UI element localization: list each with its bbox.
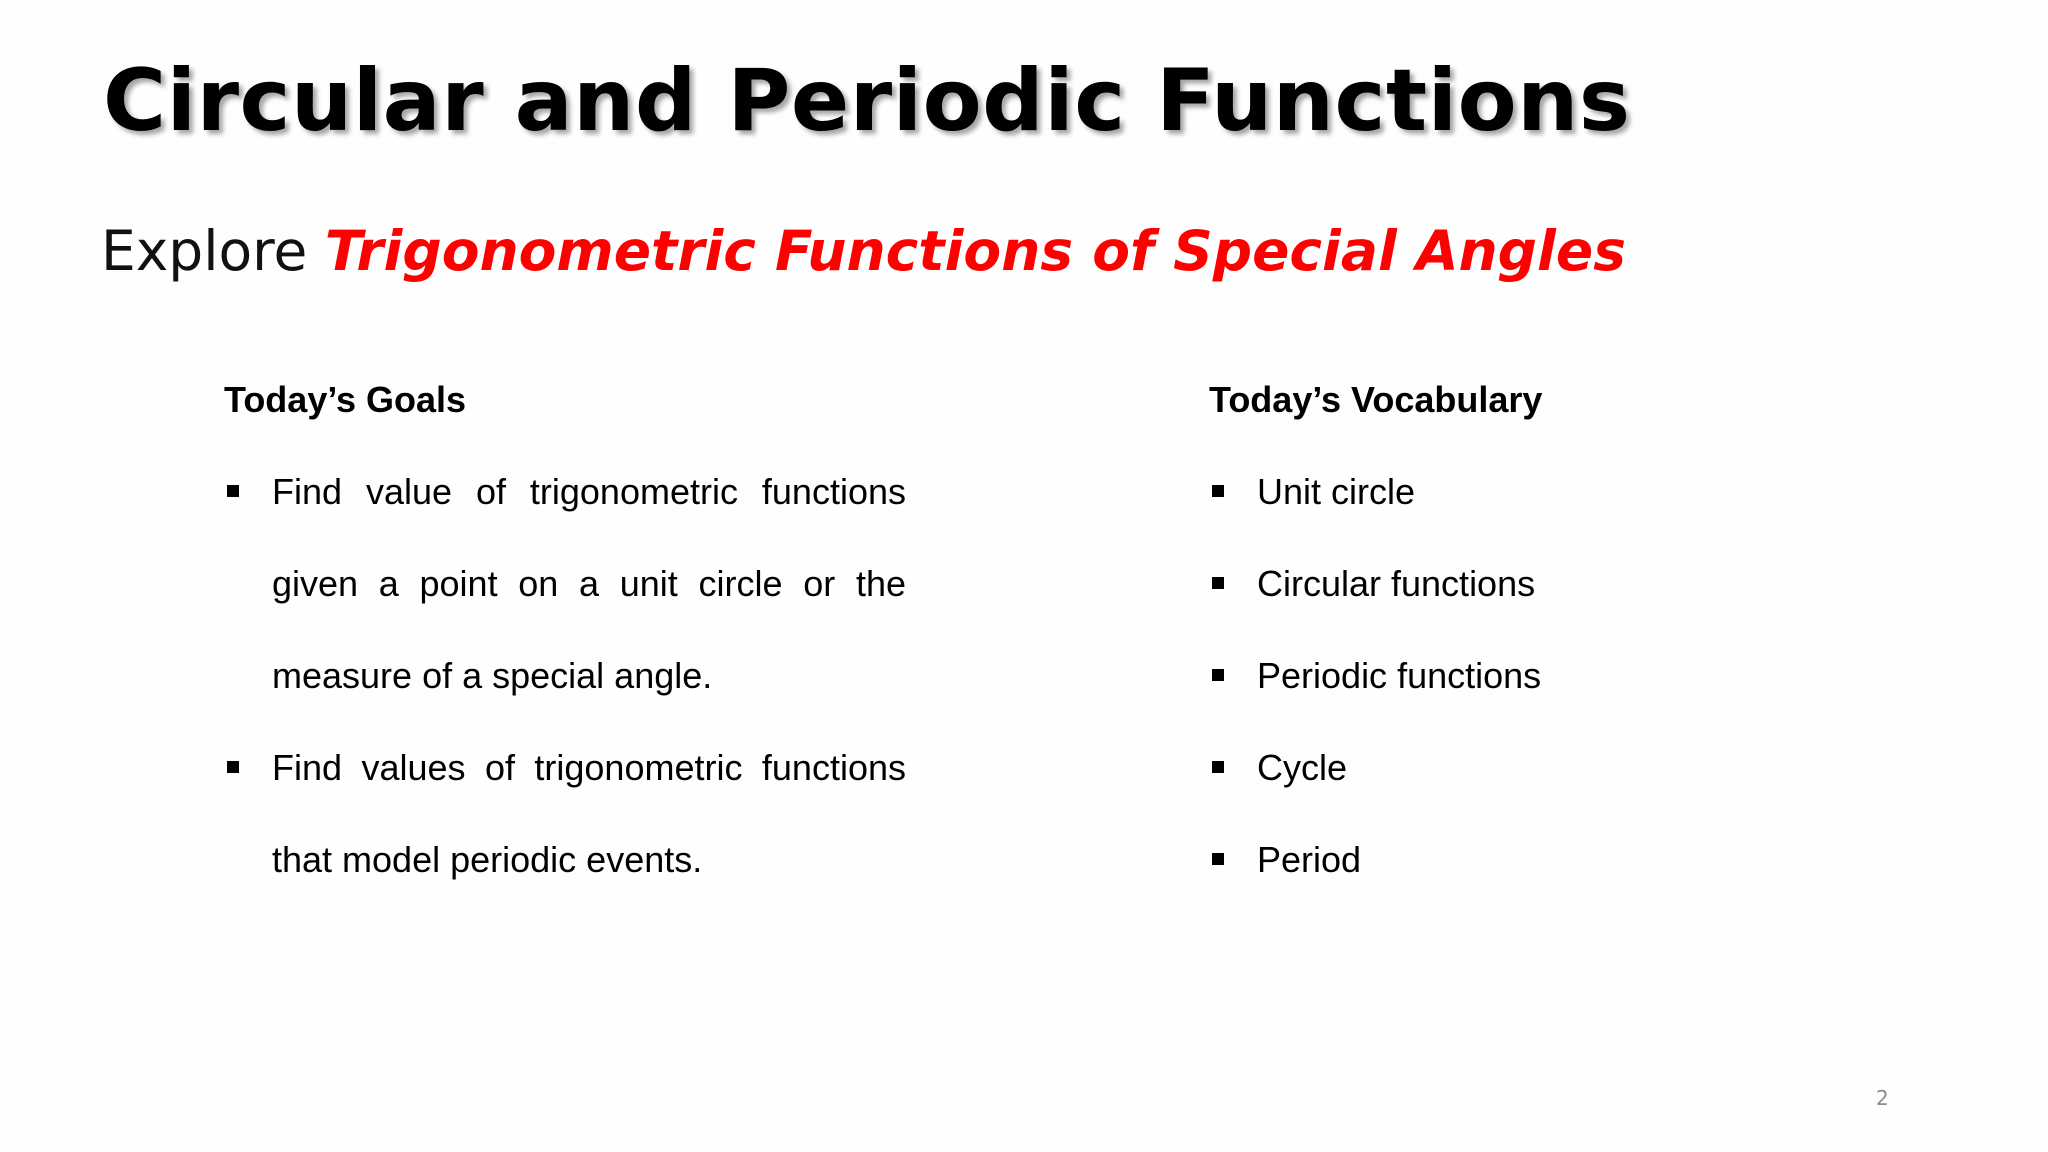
vocabulary-heading: Today’s Vocabulary [1209, 379, 1543, 420]
vocabulary-item-text: Period [1257, 839, 1362, 880]
vocabulary-item-text: Cycle [1257, 747, 1348, 788]
slide-subtitle [101, 213, 1626, 289]
square-bullet-icon [1212, 485, 1224, 497]
vocabulary-item [1209, 722, 1729, 814]
slide-title: Circular and Periodic Functions [103, 51, 1631, 151]
square-bullet-icon [227, 761, 239, 773]
vocabulary-list [1209, 446, 1729, 906]
subtitle-accent: Trigonometric Functions of Special Angles [324, 219, 1626, 283]
vocabulary-item-text: Circular functions [1257, 563, 1536, 604]
goal-item [224, 722, 906, 906]
square-bullet-icon [1212, 853, 1224, 865]
vocabulary-item [1209, 446, 1729, 538]
goals-heading: Today’s Goals [224, 379, 467, 420]
page-number: 2 [1876, 1086, 1889, 1110]
goal-item [224, 446, 906, 722]
square-bullet-icon [1212, 669, 1224, 681]
goal-item-text: Find value of trigonometric functions given a point on a unit circle or the measure of a special angle. [272, 471, 906, 696]
vocabulary-item-text: Periodic functions [1257, 655, 1542, 696]
square-bullet-icon [227, 485, 239, 497]
square-bullet-icon [1212, 761, 1224, 773]
subtitle-prefix: Explore [101, 219, 325, 283]
goal-item-text: Find values of trigonometric functions that model periodic events. [272, 747, 906, 880]
vocabulary-item [1209, 814, 1729, 906]
vocabulary-item-text: Unit circle [1257, 471, 1416, 512]
square-bullet-icon [1212, 577, 1224, 589]
vocabulary-item [1209, 630, 1729, 722]
goals-list [224, 446, 906, 906]
vocabulary-item [1209, 538, 1729, 630]
